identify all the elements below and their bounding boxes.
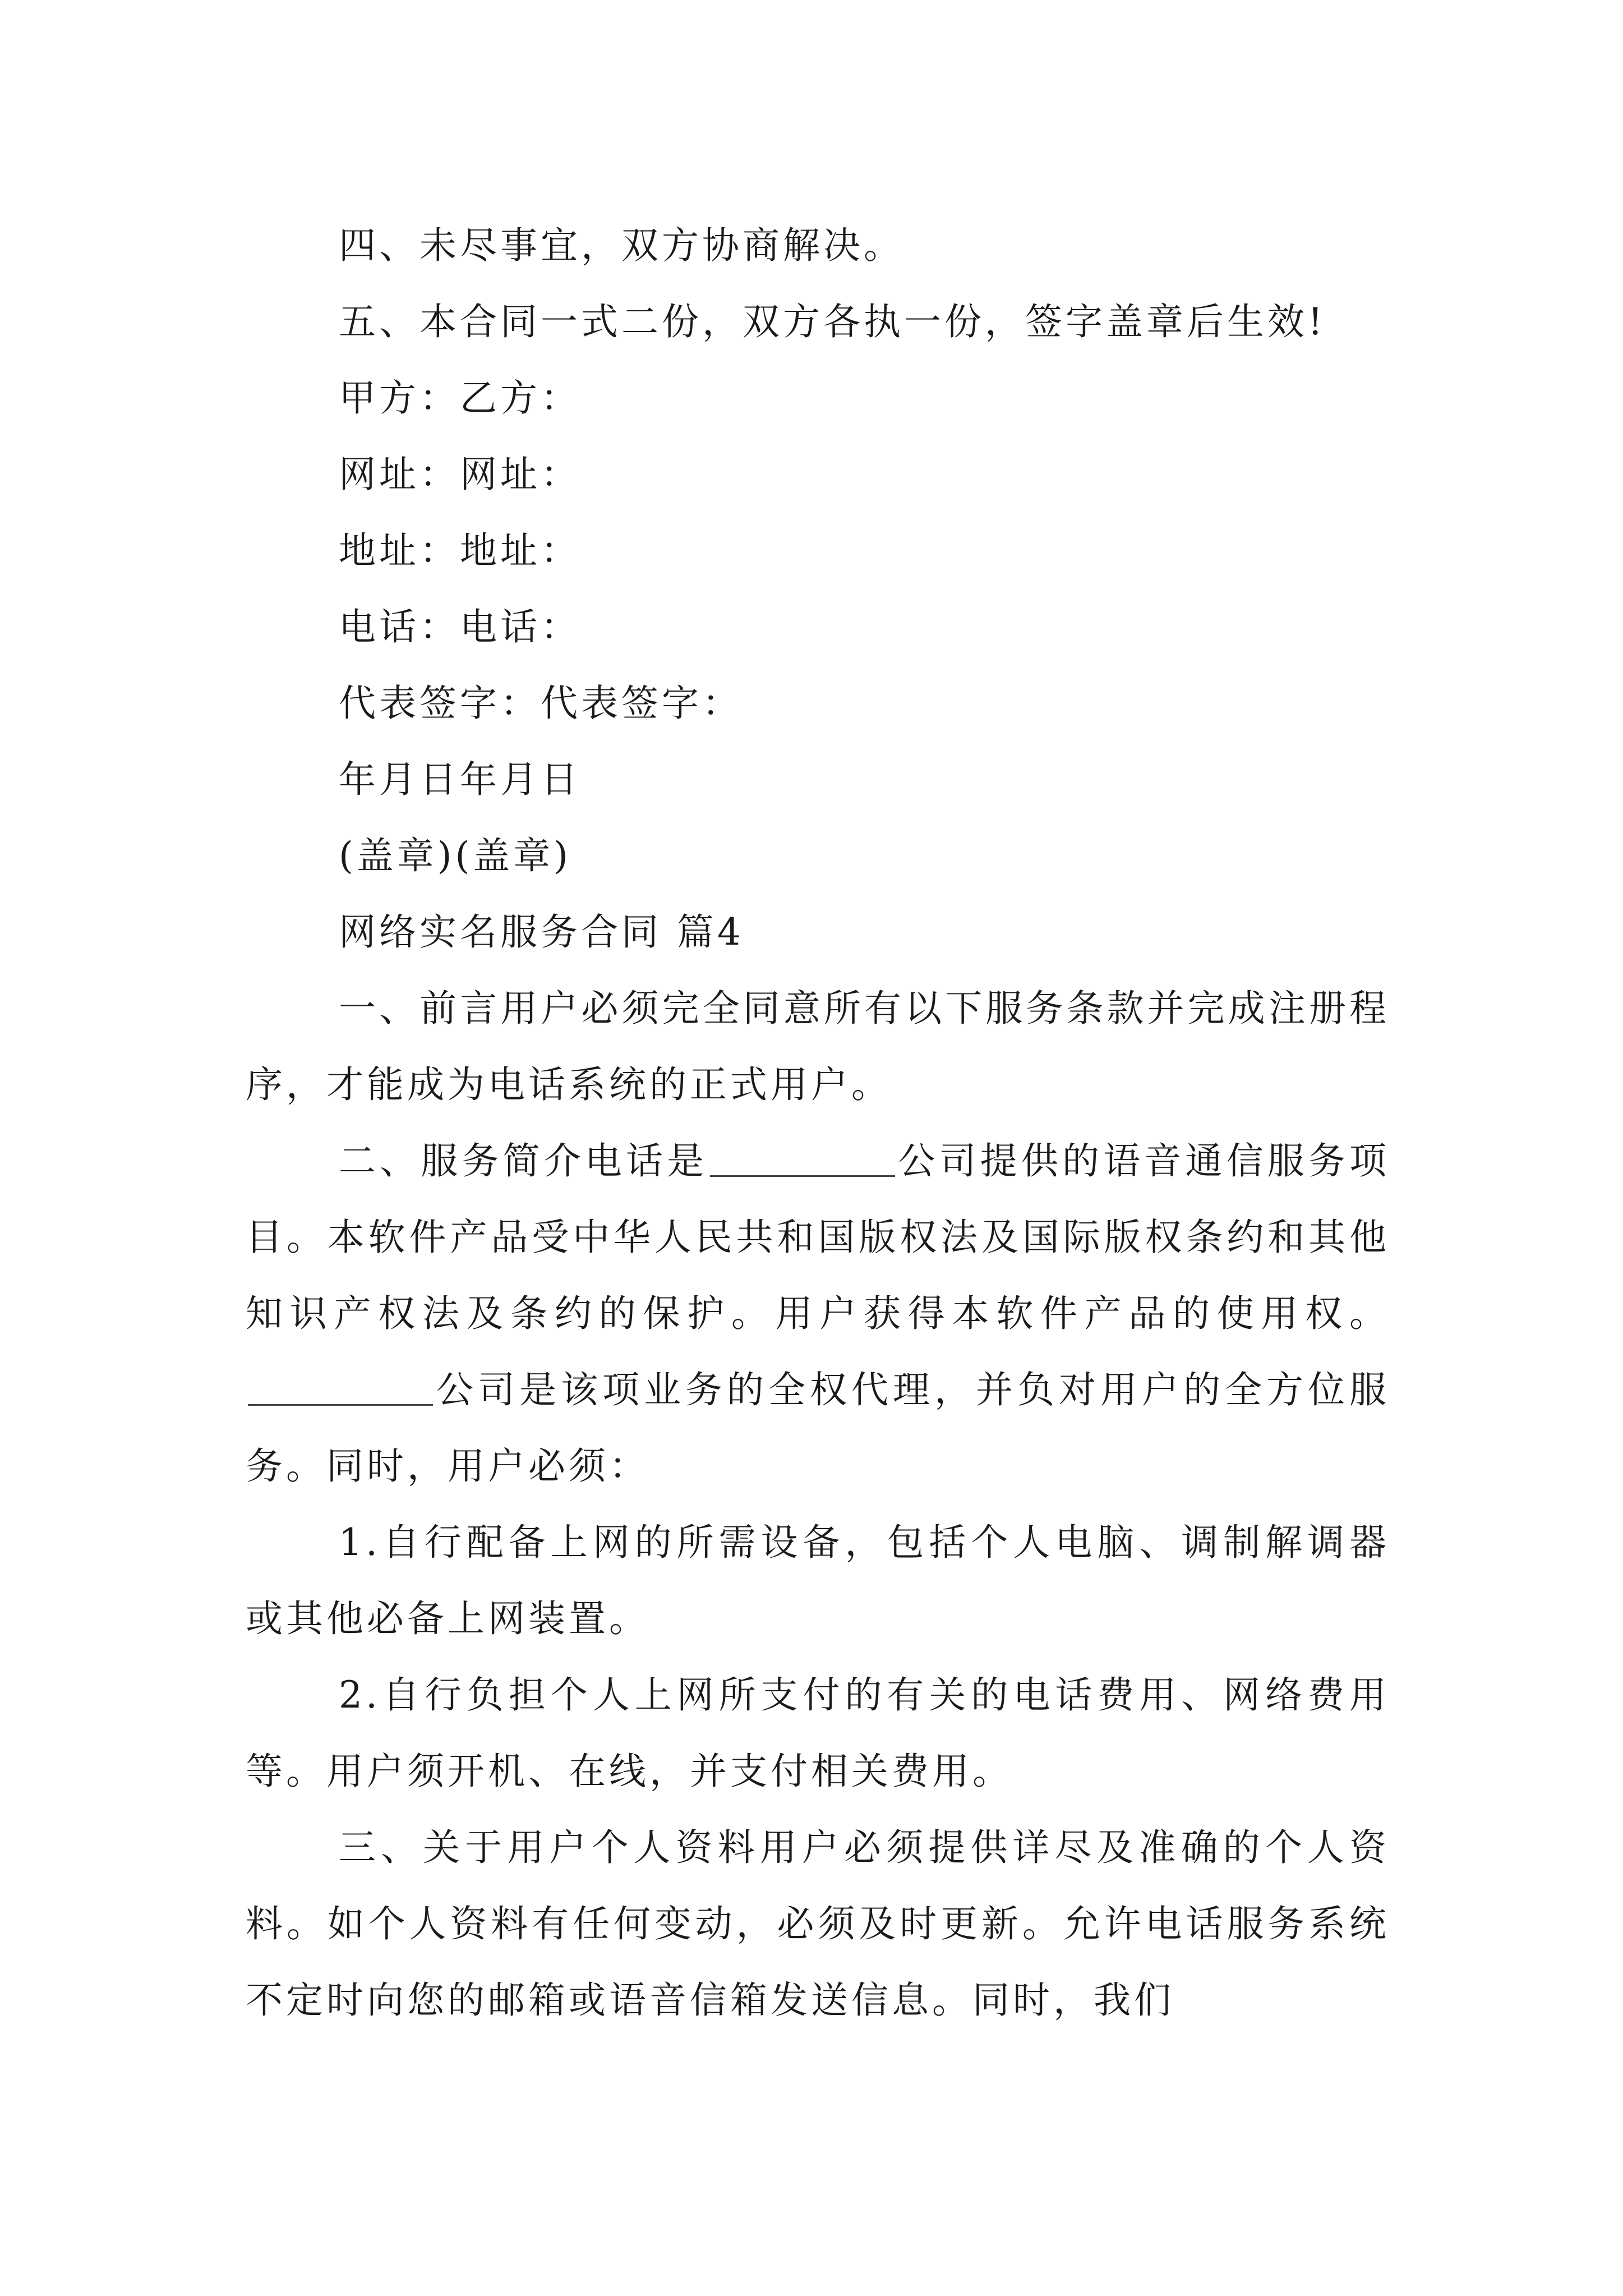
service-intro-part-b: 公司提供的语音通信服务项目。本软件产品受中华人民共和国版权法及国际版权条约和其他知识产权法及条约的保护。用户获得本软件产品的使用权。: [246, 1139, 1390, 1335]
document-body: [246, 208, 1390, 2039]
paragraph-preface: 一、前言用户必须完全同意所有以下服务条款并完成注册程序，才能成为电话系统的正式用户。: [246, 987, 1390, 1106]
paragraph-service-intro: [246, 1123, 1390, 1504]
address-line: 地址：地址：: [339, 529, 581, 572]
section-title: 网络实名服务合同 篇4: [339, 910, 744, 954]
date-line: 年月日年月日: [339, 758, 581, 801]
website-line: 网址：网址：: [339, 453, 581, 496]
paragraph-item-one: 1.自行配备上网的所需设备，包括个人电脑、调制解调器或其他必备上网装置。: [246, 1521, 1390, 1640]
paragraph-personal-data: 三、关于用户个人资料用户必须提供详尽及准确的个人资料。如个人资料有任何变动，必须及时更新。允许电话服务系统不定时向您的邮箱或语音信箱发送信息。同时，我们: [246, 1826, 1390, 2022]
service-intro-part-a: 二、服务简介电话是: [339, 1139, 708, 1182]
blank-underline: [248, 1370, 433, 1406]
clause-five: 五、本合同一式二份，双方各执一份，签字盖章后生效!: [339, 300, 1326, 343]
signature-line: 代表签字：代表签字：: [339, 682, 743, 725]
party-line: 甲方：乙方：: [339, 376, 581, 420]
phone-line: 电话：电话：: [339, 605, 581, 648]
blank-underline: [710, 1142, 895, 1177]
seal-line: (盖章)(盖章): [339, 834, 571, 877]
service-intro-part-c: 公司是该项业务的全权代理，并负对用户的全方位服务。同时，用户必须：: [246, 1368, 1390, 1488]
clause-four: 四、未尽事宜，双方协商解决。: [339, 224, 904, 267]
paragraph-item-two: 2.自行负担个人上网所支付的有关的电话费用、网络费用等。用户须开机、在线，并支付相关费用。: [246, 1673, 1390, 1793]
